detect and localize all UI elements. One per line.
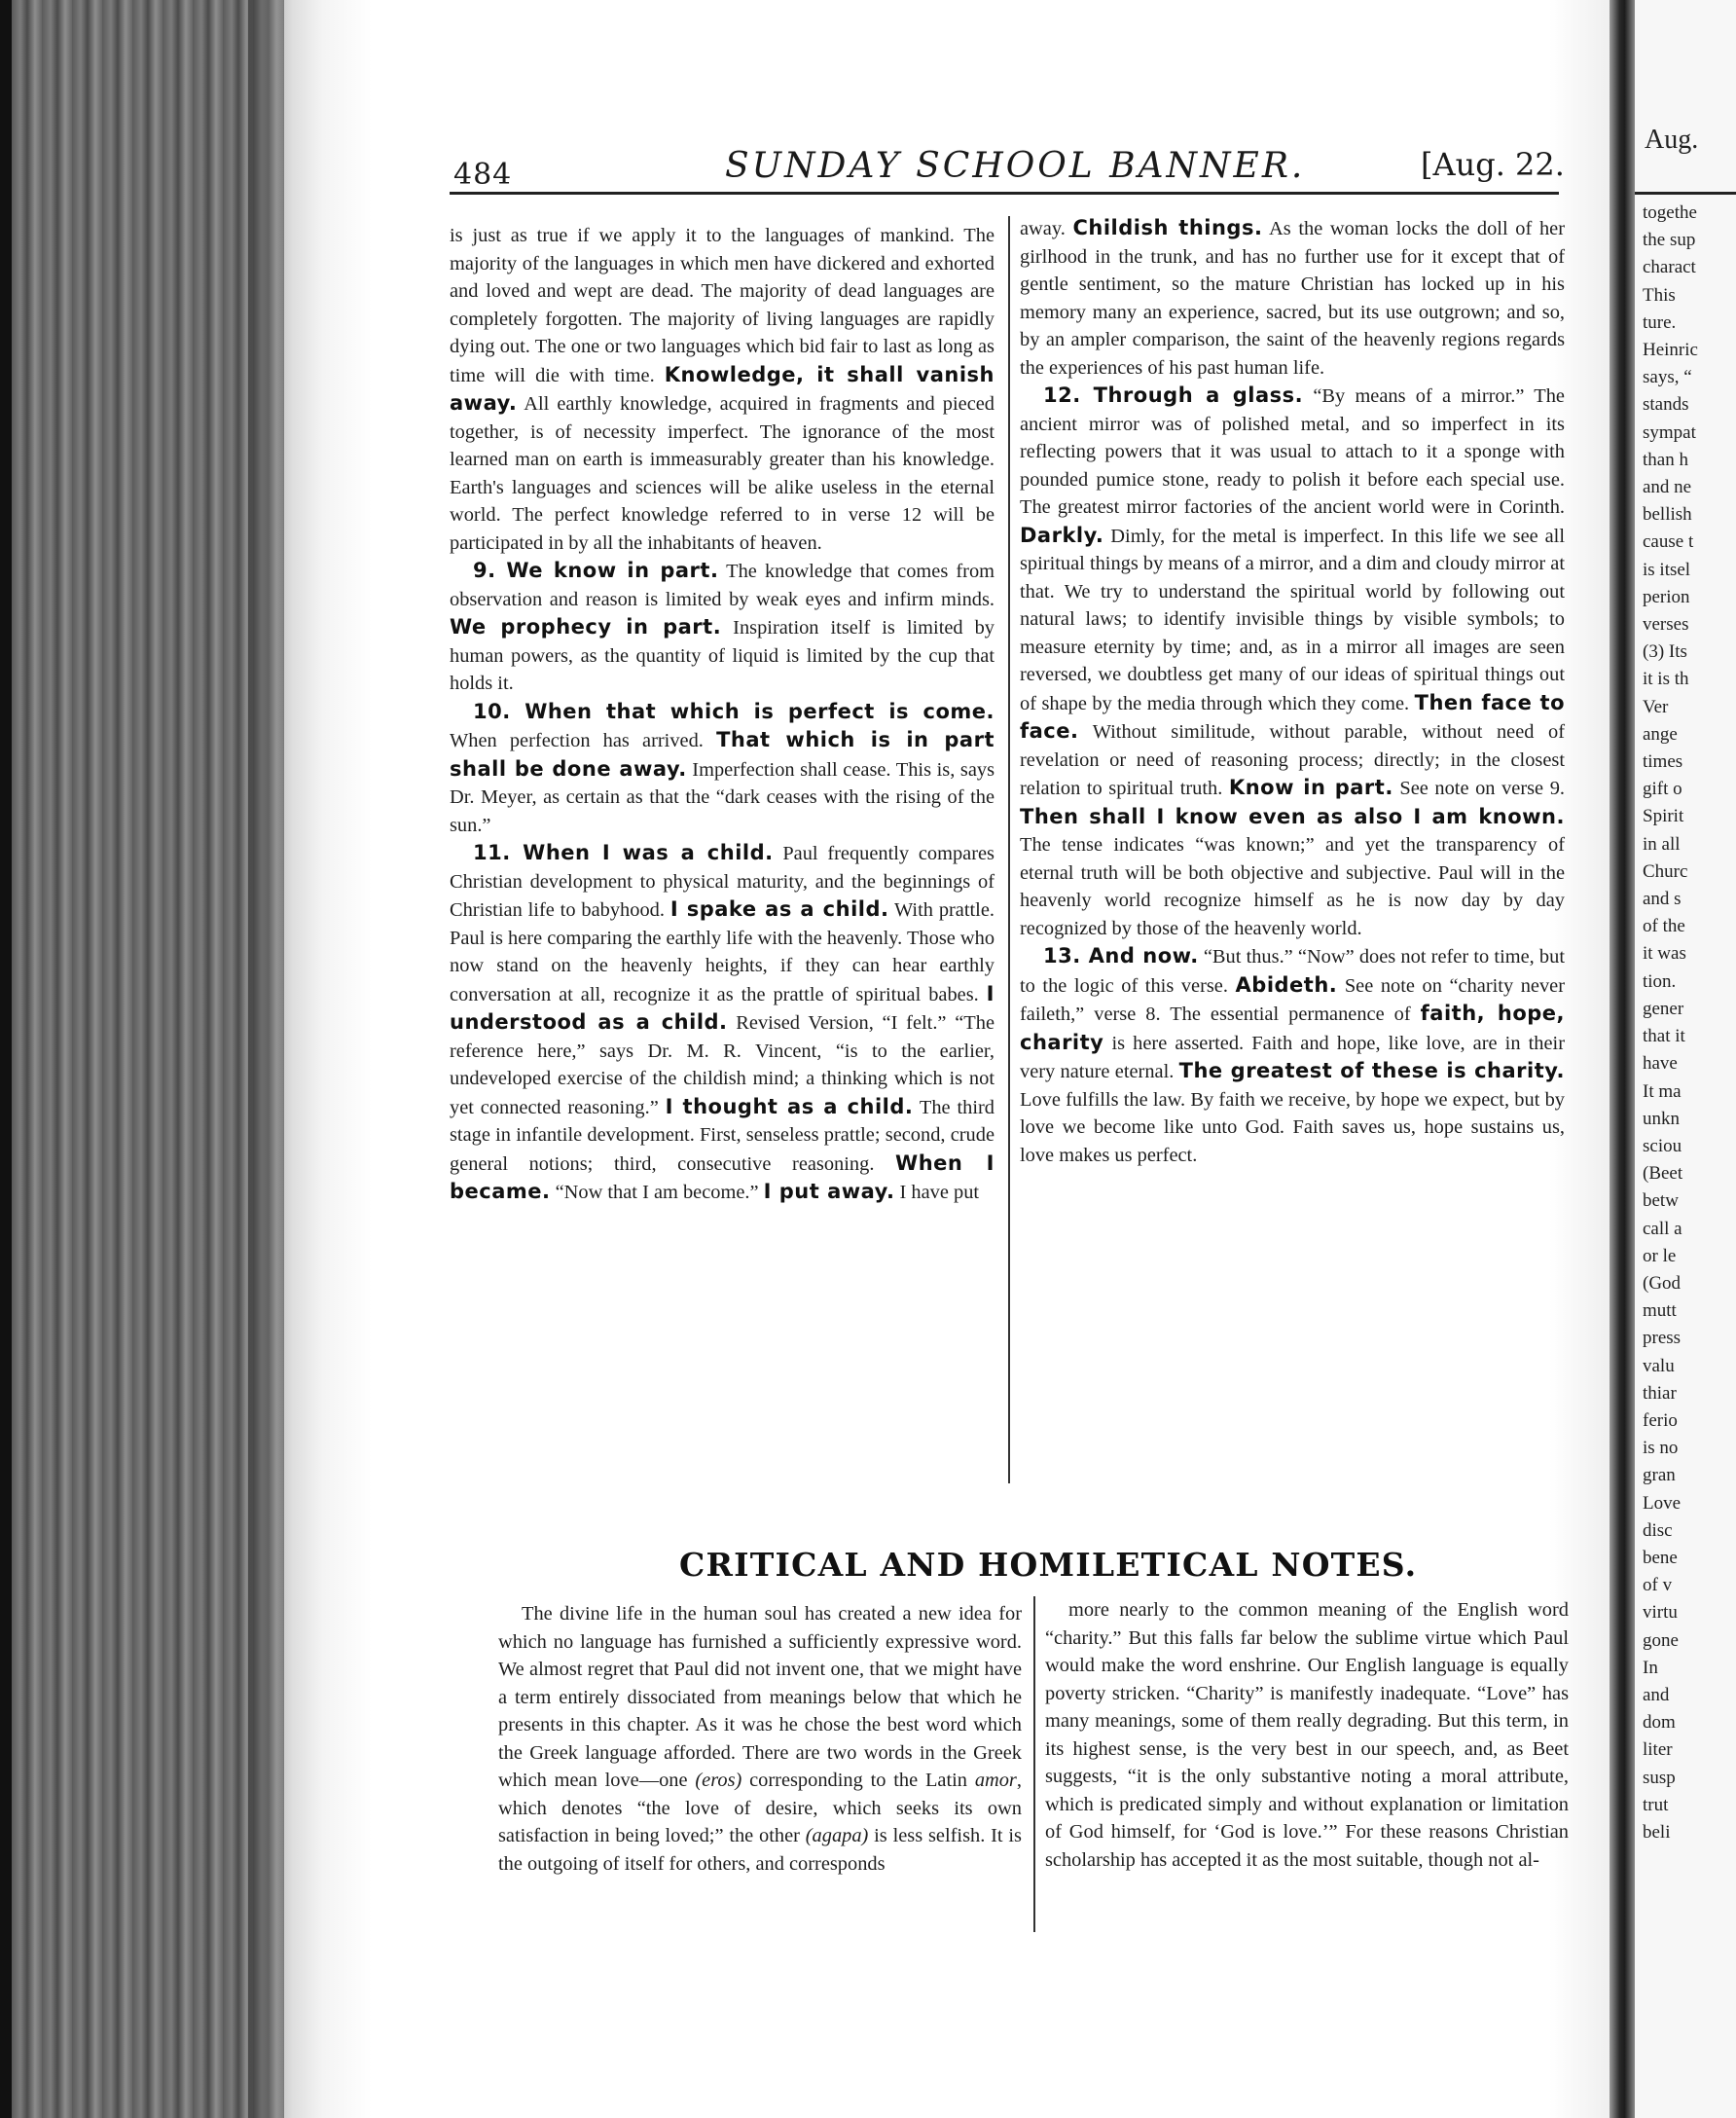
verse-heading: Then shall I know even as also I am known. bbox=[1020, 804, 1565, 828]
paragraph: is just as true if we apply it to the languages of mankind. The majority of the languages in which men have dickered and exhorted and loved and wept are dead. The majority of dead languages are completely forgotten. The majority of living languages are rapidly dying out. The one or two languages which bid fair to last as long as time will die with time. Knowledge, it shall vanish away. All earthly knowledge, acquired in fragments and pieced together, is of necessity imperfect. The ignorance of the most learned man on earth is immeasurably greater than his knowledge. Earth's languages and sciences will be alike useless in the eternal world. The perfect knowledge referred to in verse 12 will be participated in by all the inhabitants of heaven. bbox=[450, 225, 995, 554]
adjacent-page-line: In bbox=[1643, 1657, 1658, 1678]
verse-heading: faith, hope, charity bbox=[1020, 1002, 1566, 1054]
adjacent-page-line: in all bbox=[1643, 833, 1681, 855]
adjacent-page-line: call a bbox=[1643, 1218, 1682, 1239]
adjacent-page-line: and s bbox=[1643, 889, 1682, 910]
notes-column-right bbox=[1045, 1596, 1569, 1874]
adjacent-page-line: or le bbox=[1643, 1245, 1677, 1266]
adjacent-page-line: (3) Its bbox=[1643, 641, 1687, 663]
adjacent-page-header: Aug. bbox=[1645, 125, 1699, 155]
binding-shadow bbox=[248, 0, 292, 2118]
commentary-column-left bbox=[450, 222, 995, 1207]
adjacent-page-text bbox=[1643, 200, 1698, 1846]
issue-date: [Aug. 22. bbox=[1421, 146, 1565, 183]
paragraph: away. Childish things. As the woman locks the doll of her girlhood in the trunk, and has no further use for it except that of gentle sentiment, so the mature Christian has locked up in his memory many an experience, sacred, but its use outgrown; and so, by an ampler comparison, the saint of the heavenly regions regards the experiences of his past human life. bbox=[1020, 216, 1565, 379]
adjacent-page-line: susp bbox=[1643, 1767, 1676, 1788]
adjacent-page-line: and bbox=[1643, 1684, 1670, 1705]
verse-heading: I understood as a child. bbox=[450, 981, 995, 1034]
adjacent-page-line: ange bbox=[1643, 723, 1678, 745]
adjacent-page-line: Churc bbox=[1643, 860, 1688, 882]
column-divider bbox=[1008, 216, 1010, 1483]
adjacent-page-rule bbox=[1635, 192, 1736, 195]
adjacent-page-line: ture. bbox=[1643, 311, 1677, 333]
adjacent-page-line: Love bbox=[1643, 1492, 1682, 1514]
adjacent-page-line: mutt bbox=[1643, 1300, 1677, 1322]
adjacent-page-line: Heinric bbox=[1643, 340, 1698, 361]
adjacent-page-line: (Beet bbox=[1643, 1163, 1683, 1185]
verse-heading: I spake as a child. bbox=[669, 897, 889, 921]
adjacent-page-line: Spirit bbox=[1643, 806, 1684, 827]
adjacent-page-line: gran bbox=[1643, 1465, 1676, 1486]
adjacent-page-line: of v bbox=[1643, 1575, 1673, 1596]
adjacent-page-line: betw bbox=[1643, 1190, 1679, 1212]
page-number: 484 bbox=[453, 158, 513, 192]
verse-heading: Know in part. bbox=[1228, 776, 1393, 799]
verse-heading: That which is in part shall be done away. bbox=[450, 728, 995, 781]
adjacent-page-line: it was bbox=[1643, 943, 1686, 965]
adjacent-page-line: (God bbox=[1643, 1272, 1682, 1294]
paragraph: 12. Through a glass. “By means of a mirror.” The ancient mirror was of polished metal, and so imperfect in its reflecting powers that it was usual to attach to it a sponge with pounded pumice stone, ready to polish it before each special use. The greatest mirror factories of the ancient world were in Corinth. Darkly. Dimly, for the metal is imperfect. In this life we see all spiritual things by means of a mirror, and a dim and cloudy mirror at that. We try to understand the spiritual world by following out natural laws; to identify invisible things by visible symbols; to measure eternity by time; and, as in a mirror all images are seen reversed, we doubtless get many of our ideas of spiritual things out of shape by the media through which they come. Then face to face. Without similitude, without parable, without need of revelation or need of reasoning process; directly; in the closest relation to spiritual truth. Know in part. See note on verse 9. Then shall I know even as also I am known. The tense indicates “was known;” and yet the transparency of eternal truth will be both objective and subjective. Paul will in the heavenly world recognize himself as he is now day by day recognized by those of the heavenly world. bbox=[1020, 383, 1565, 939]
adjacent-page-line: have bbox=[1643, 1053, 1678, 1075]
adjacent-page-fragment bbox=[1635, 0, 1736, 2118]
adjacent-page-line: and ne bbox=[1643, 477, 1692, 498]
adjacent-page-line: togethe bbox=[1643, 202, 1697, 223]
adjacent-page-line: sciou bbox=[1643, 1135, 1682, 1156]
paragraph: more nearly to the common meaning of the English word “charity.” But this falls far below the sublime virtue which Paul would make the word enshrine. Our English language is equally poverty stricken. “Charity” is manifestly inadequate. “Love” has many meanings, some of them really degrading. But this term, in its highest sense, is the very best in our speech, and, as Beet suggests, “it is the only substantive noting a moral attribute, which is predicated simply and without explanation or limitation of God himself, for ‘God is love.’” For these reasons Christian scholarship has accepted it as the most suitable, though not al- bbox=[1045, 1599, 1569, 1871]
adjacent-page-line: disc bbox=[1643, 1519, 1673, 1541]
verse-heading: Then face to face. bbox=[1020, 690, 1565, 743]
notes-column-left bbox=[498, 1600, 1022, 1878]
verse-heading: We prophecy in part. bbox=[450, 615, 722, 639]
verse-heading: Childish things. bbox=[1072, 216, 1263, 239]
book-gutter bbox=[1609, 0, 1635, 2118]
verse-heading: 13. And now. bbox=[1043, 944, 1199, 968]
adjacent-page-line: tion. bbox=[1643, 970, 1677, 992]
verse-heading: 12. Through a glass. bbox=[1043, 383, 1304, 407]
adjacent-page-line: sympat bbox=[1643, 421, 1696, 443]
adjacent-page-line: cause t bbox=[1643, 531, 1694, 553]
adjacent-page-line: than h bbox=[1643, 449, 1688, 470]
adjacent-page-line: is itsel bbox=[1643, 559, 1691, 580]
adjacent-page-line: it is th bbox=[1643, 669, 1689, 690]
verse-heading: 9. We know in part. bbox=[473, 559, 719, 582]
adjacent-page-line: that it bbox=[1643, 1026, 1685, 1047]
adjacent-page-line: charact bbox=[1643, 257, 1696, 278]
header-rule bbox=[450, 192, 1559, 195]
adjacent-page-line: ferio bbox=[1643, 1409, 1678, 1431]
adjacent-page-line: liter bbox=[1643, 1739, 1673, 1761]
adjacent-page-line: trut bbox=[1643, 1794, 1669, 1815]
adjacent-page-line: gone bbox=[1643, 1629, 1679, 1651]
adjacent-page-line: says, “ bbox=[1643, 367, 1692, 388]
adjacent-page-line: gift o bbox=[1643, 779, 1682, 800]
adjacent-page-line: valu bbox=[1643, 1355, 1675, 1376]
paragraph: 9. We know in part. The knowledge that comes from observation and reason is limited by weak eyes and infirm minds. We prophecy in part. Inspiration itself is limited by human powers, as the quantity of liquid is limited by the cup that holds it. bbox=[450, 559, 995, 694]
scan-border bbox=[0, 0, 12, 2118]
adjacent-page-line: bellish bbox=[1643, 504, 1692, 526]
adjacent-page-line: unkn bbox=[1643, 1108, 1680, 1129]
adjacent-page-line: virtu bbox=[1643, 1602, 1678, 1624]
adjacent-page-line: thiar bbox=[1643, 1382, 1677, 1404]
italic-term: amor bbox=[974, 1770, 1017, 1791]
verse-heading: I thought as a child. bbox=[665, 1094, 914, 1118]
adjacent-page-line: perion bbox=[1643, 586, 1690, 607]
verse-heading: 11. When I was a child. bbox=[473, 841, 774, 864]
adjacent-page-line: of the bbox=[1643, 916, 1685, 937]
adjacent-page-line: It ma bbox=[1643, 1080, 1682, 1102]
adjacent-page-line: gener bbox=[1643, 998, 1684, 1019]
verse-heading: Knowledge, it shall vanish away. bbox=[450, 362, 995, 415]
adjacent-page-line: bene bbox=[1643, 1547, 1678, 1568]
adjacent-page-line: Ver bbox=[1643, 696, 1669, 717]
verse-heading: Darkly. bbox=[1020, 523, 1104, 547]
adjacent-page-line: stands bbox=[1643, 394, 1689, 416]
verse-heading: I put away. bbox=[763, 1180, 895, 1203]
paragraph: 10. When that which is perfect is come. When perfection has arrived. That which is in part shall be done away. Imperfection shall cease. This is, says Dr. Meyer, as certain as that the “dark ceases with the rising of the sun.” bbox=[450, 699, 995, 836]
book-page-edges bbox=[12, 0, 284, 2118]
paragraph: 11. When I was a child. Paul frequently compares Christian development to physical maturity, and the beginnings of Christian life to babyhood. I spake as a child. With prattle. Paul is here comparing the earthly life with the heavenly. Those who now stand on the heavenly heights, if they can hear earthly conversation at all, recognize it as the prattle of spiritual babes. I understood as a child. Revised Version, “I felt.” “The reference here,” says Dr. M. R. Vincent, “is to the earlier, undeveloped exercise of the childish mind; a thinking which is not yet connected reasoning.” I thought as a child. The third stage in infantile development. First, senseless prattle; second, crude general notions; third, consecutive reasoning. When I became. “Now that I am become.” I put away. I have put bbox=[450, 841, 995, 1203]
adjacent-page-line: times bbox=[1643, 751, 1683, 773]
paragraph: 13. And now. “But thus.” “Now” does not refer to time, but to the logic of this verse. Abideth. See note on “charity never faileth,” verse 8. The essential permanence of faith, hope, charity is here asserted. Faith and hope, like love, are in their very nature eternal. The greatest of these is charity. Love fulfills the law. By faith we receive, by hope we expect, but by love we become like unto God. Faith saves us, hope sustains us, love makes us perfect. bbox=[1020, 944, 1566, 1166]
verse-heading: 10. When that which is perfect is come. bbox=[473, 699, 995, 723]
verse-heading: Abideth. bbox=[1235, 972, 1338, 997]
adjacent-page-line: the sup bbox=[1643, 230, 1696, 251]
adjacent-page-line: is no bbox=[1643, 1438, 1679, 1459]
paragraph: The divine life in the human soul has created a new idea for which no language has furnished a sufficiently expressive word. We almost regret that Paul did not invent one, that we might have a term entirely dissociated from meanings below that which he presents in this chapter. As it was he chose the best word which the Greek language afforded. There are two words in the Greek which mean love—one (eros) corresponding to the Latin amor, which denotes “the love of desire, which seeks its own satisfaction in being loved;” the other (agapa) is less selfish. It is the outgoing of itself for others, and corresponds bbox=[498, 1603, 1022, 1875]
verse-heading: When I became. bbox=[450, 1150, 995, 1203]
adjacent-page-line: beli bbox=[1643, 1821, 1671, 1843]
column-divider bbox=[1033, 1596, 1035, 1932]
adjacent-page-line: press bbox=[1643, 1328, 1682, 1349]
italic-term: (agapa) bbox=[805, 1825, 869, 1846]
verse-heading: The greatest of these is charity. bbox=[1178, 1059, 1565, 1082]
running-title: SUNDAY SCHOOL BANNER. bbox=[725, 146, 1306, 186]
section-heading: CRITICAL AND HOMILETICAL NOTES. bbox=[679, 1546, 1418, 1584]
commentary-column-right bbox=[1020, 214, 1565, 1169]
adjacent-page-line: verses bbox=[1643, 614, 1689, 636]
adjacent-page-line: dom bbox=[1643, 1712, 1676, 1734]
adjacent-page-line: This bbox=[1643, 284, 1676, 306]
italic-term: (eros) bbox=[695, 1770, 742, 1791]
